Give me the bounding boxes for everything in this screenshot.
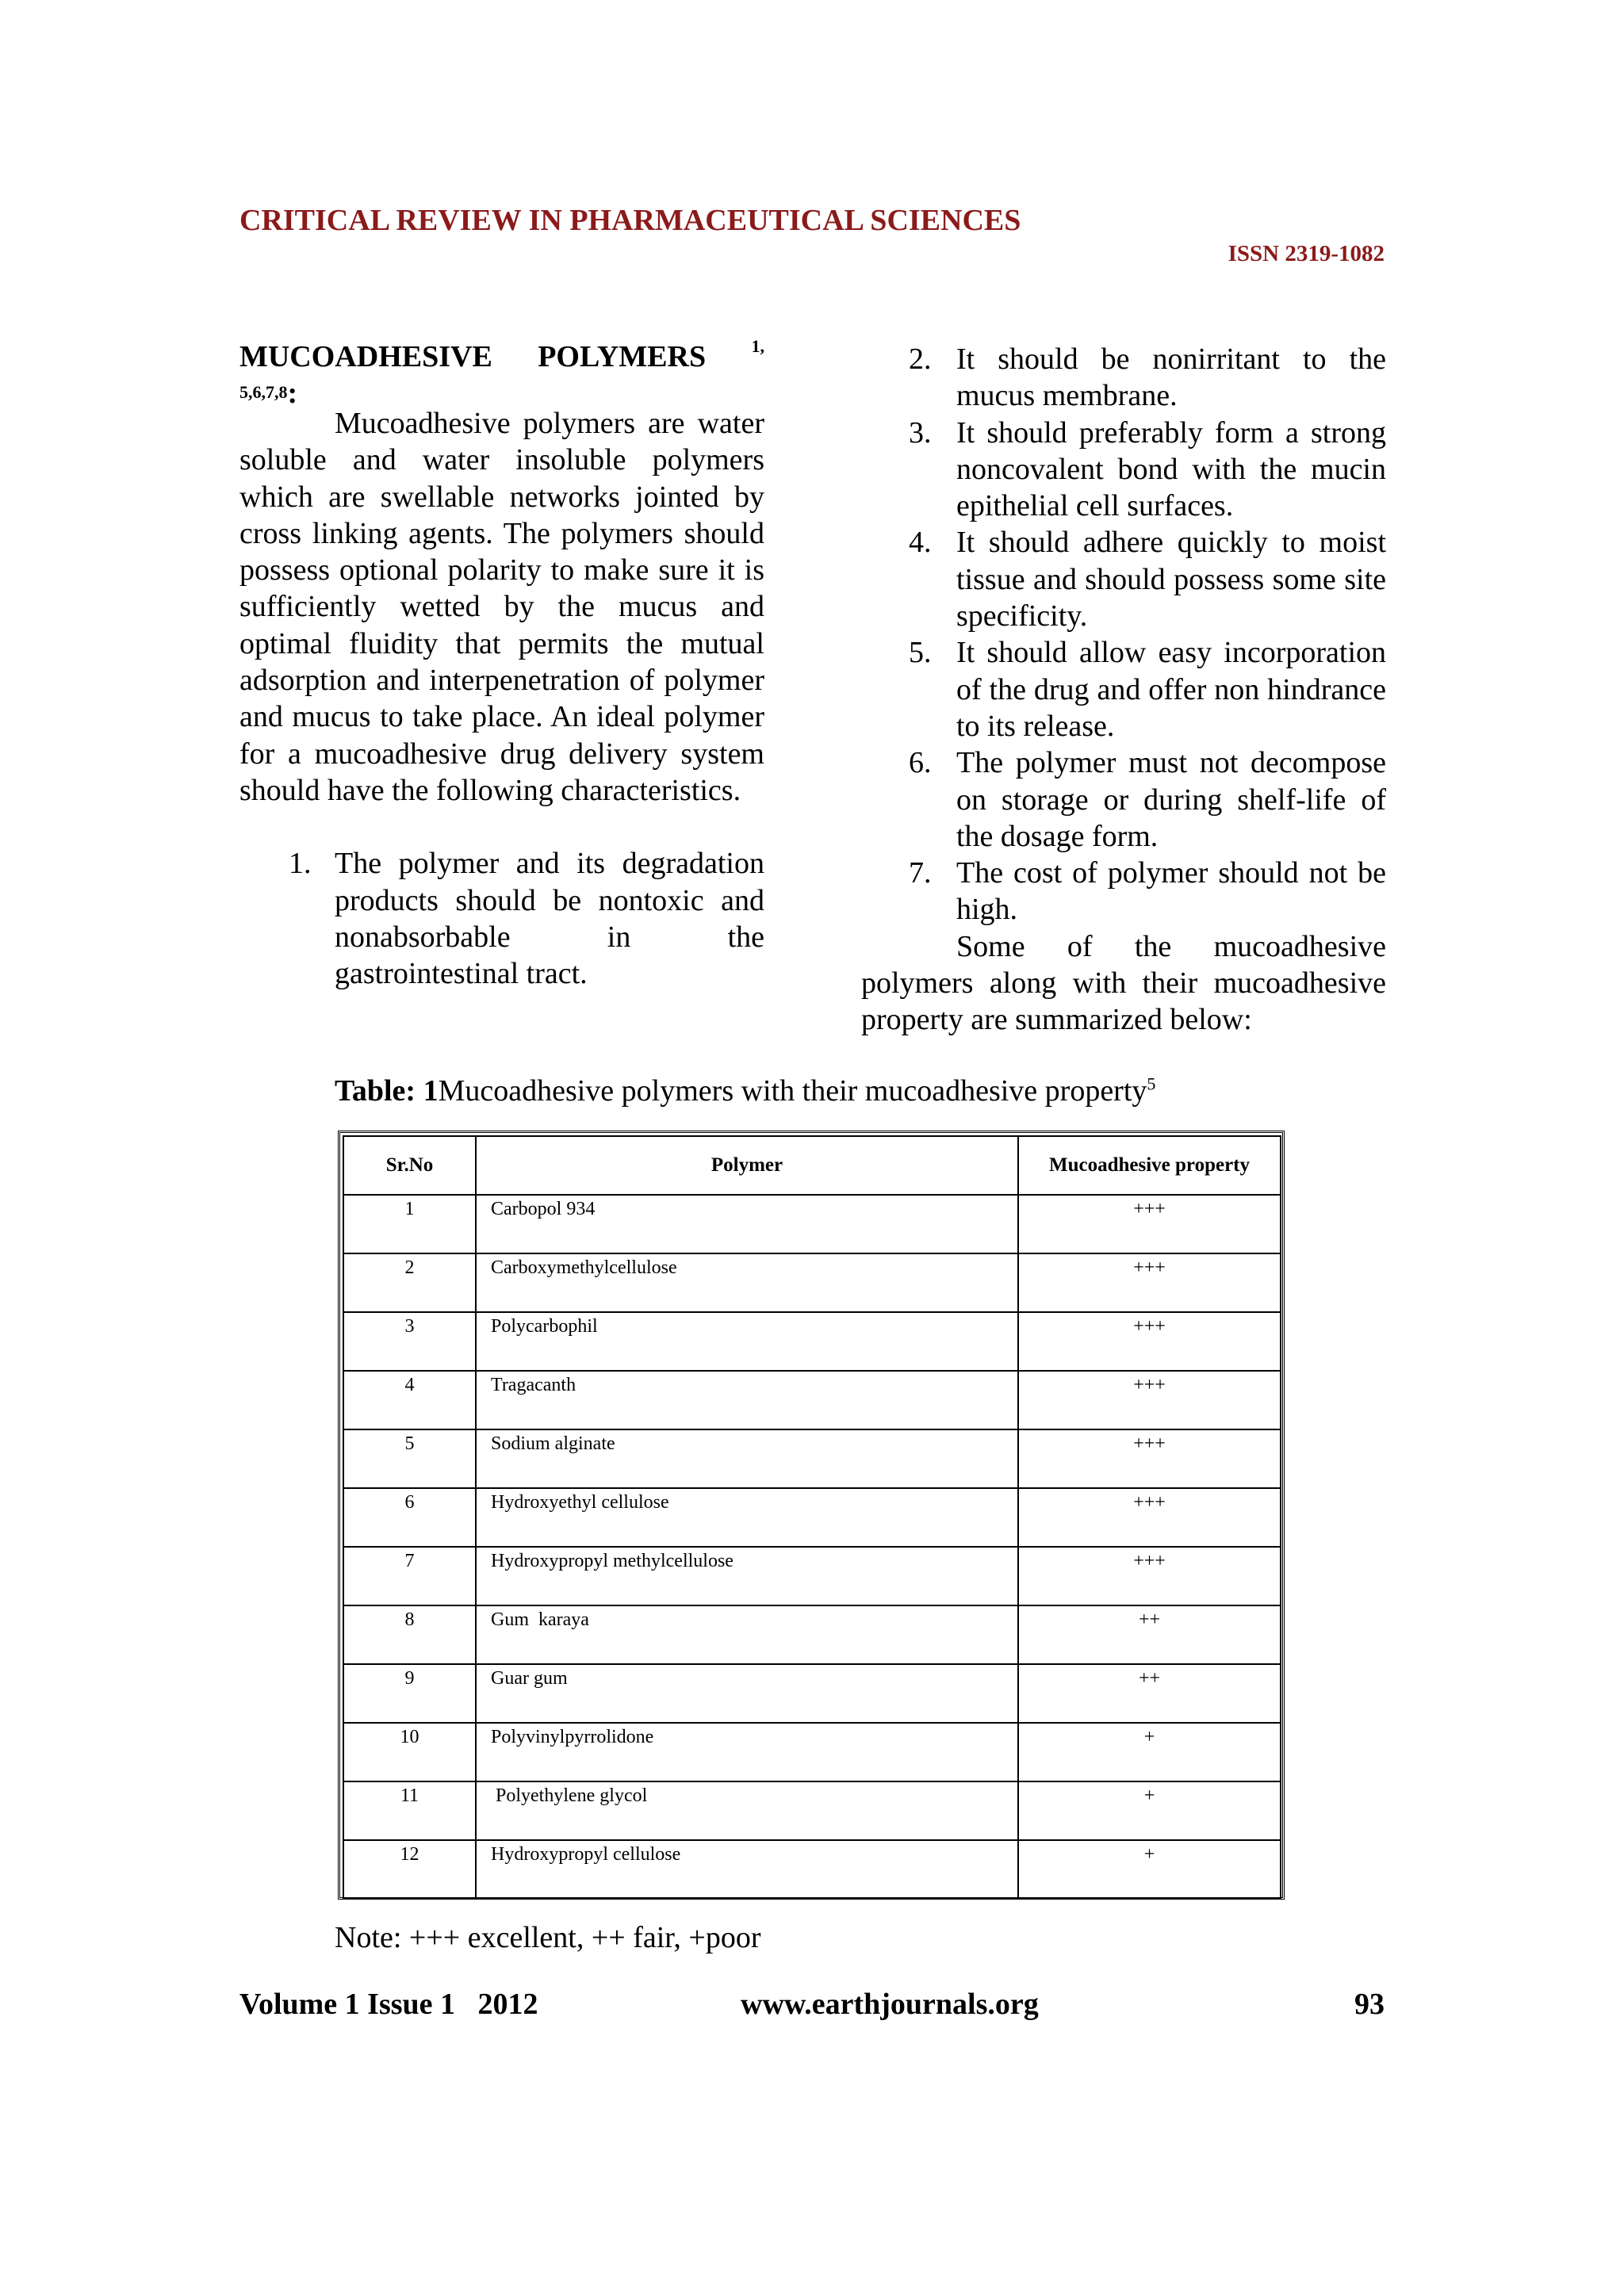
cell-polymer: Hydroxypropyl methylcellulose <box>476 1547 1018 1605</box>
list-item <box>861 744 1386 855</box>
list-item-text: The polymer and its degradation products should be nontoxic and nonabsorbable in the gastrointestinal tract. <box>335 847 764 991</box>
list-item <box>861 855 1386 928</box>
list-item-number: 5. <box>909 636 932 670</box>
intro-paragraph: Mucoadhesive polymers are water soluble and water insoluble polymers which are swellable networks jointed by cross linking agents. The polymers should possess optional polarity to make sure it is sufficiently wetted by the mucus and optimal fluidity that permits the mutual adsorption and interpenetration of polymer and mucus to take place. An ideal polymer for a mucoadhesive drug delivery system should have the following characteristics. <box>239 407 764 807</box>
list-item <box>861 634 1386 744</box>
table-caption <box>335 1073 1155 1108</box>
section-heading-refs-sub: 5,6,7,8 <box>239 382 288 402</box>
section-heading-colon: : <box>287 377 298 410</box>
section-heading <box>239 336 764 377</box>
table-row <box>343 1371 1281 1429</box>
section-heading-refs <box>239 377 764 410</box>
summary-paragraph: Some of the mucoadhesive polymers along with their mucoadhesive property are summarized below: <box>861 929 1386 1037</box>
cell-srno: 9 <box>343 1664 476 1723</box>
journal-title: CRITICAL REVIEW IN PHARMACEUTICAL SCIENCES <box>239 204 1021 237</box>
cell-property: ++ <box>1018 1605 1281 1664</box>
list-item <box>861 524 1386 634</box>
cell-srno: 8 <box>343 1605 476 1664</box>
footer-volume: Volume 1 Issue 1 2012 <box>239 1988 538 2021</box>
polymer-table <box>343 1135 1281 1900</box>
cell-polymer: Tragacanth <box>476 1371 1018 1429</box>
table-row <box>343 1429 1281 1488</box>
list-item-number: 4. <box>909 526 932 560</box>
cell-srno: 10 <box>343 1723 476 1781</box>
list-item-text: It should allow easy incorporation of the drug and offer non hindrance to its release. <box>956 636 1386 743</box>
col-header-property: Mucoadhesive property <box>1018 1136 1281 1195</box>
table-header-row <box>343 1136 1281 1195</box>
col-header-polymer: Polymer <box>476 1136 1018 1195</box>
list-item-number: 2. <box>909 342 932 376</box>
left-column <box>239 336 764 992</box>
cell-property: +++ <box>1018 1195 1281 1253</box>
table-row <box>343 1723 1281 1781</box>
cell-property: +++ <box>1018 1488 1281 1547</box>
cell-property: +++ <box>1018 1547 1281 1605</box>
table-row <box>343 1605 1281 1664</box>
cell-property: + <box>1018 1781 1281 1840</box>
list-item-text: The polymer must not decompose on storage or during shelf-life of the dosage form. <box>956 746 1386 853</box>
cell-property: +++ <box>1018 1429 1281 1488</box>
list-item-number: 6. <box>909 746 932 780</box>
section-heading-text: MUCOADHESIVE POLYMERS <box>239 340 707 373</box>
cell-srno: 5 <box>343 1429 476 1488</box>
cell-polymer: Sodium alginate <box>476 1429 1018 1488</box>
list-item <box>239 845 764 992</box>
cell-polymer: Guar gum <box>476 1664 1018 1723</box>
page-number: 93 <box>1354 1988 1385 2021</box>
cell-polymer: Hydroxypropyl cellulose <box>476 1840 1018 1899</box>
table-note: Note: +++ excellent, ++ fair, +poor <box>335 1921 761 1954</box>
cell-srno: 4 <box>343 1371 476 1429</box>
table-row <box>343 1312 1281 1371</box>
cell-srno: 12 <box>343 1840 476 1899</box>
table-row <box>343 1488 1281 1547</box>
table-caption-label: Table: 1 <box>335 1074 439 1108</box>
table-row <box>343 1781 1281 1840</box>
cell-polymer: Carbopol 934 <box>476 1195 1018 1253</box>
cell-srno: 3 <box>343 1312 476 1371</box>
issn: ISSN 2319-1082 <box>1228 241 1385 266</box>
cell-srno: 11 <box>343 1781 476 1840</box>
col-header-srno: Sr.No <box>343 1136 476 1195</box>
list-item-number: 3. <box>909 415 932 450</box>
table-row <box>343 1840 1281 1899</box>
section-heading-refs-sup: 1, <box>751 336 764 356</box>
table-caption-ref: 5 <box>1147 1073 1156 1094</box>
cell-property: +++ <box>1018 1253 1281 1312</box>
right-column <box>861 341 1386 1039</box>
list-item-number: 1. <box>289 847 312 881</box>
cell-property: +++ <box>1018 1312 1281 1371</box>
list-item-text: It should adhere quickly to moist tissue and should possess some site specificity. <box>956 526 1386 633</box>
cell-polymer: Polyethylene glycol <box>476 1781 1018 1840</box>
cell-property: + <box>1018 1723 1281 1781</box>
cell-polymer: Carboxymethylcellulose <box>476 1253 1018 1312</box>
cell-polymer: Hydroxyethyl cellulose <box>476 1488 1018 1547</box>
table-row <box>343 1253 1281 1312</box>
list-item-number: 7. <box>909 856 932 890</box>
list-item-text: It should preferably form a strong noncovalent bond with the mucin epithelial cell surfaces. <box>956 415 1386 523</box>
cell-srno: 6 <box>343 1488 476 1547</box>
cell-polymer: Polycarbophil <box>476 1312 1018 1371</box>
table-row <box>343 1195 1281 1253</box>
list-item-text: It should be nonirritant to the mucus membrane. <box>956 342 1386 413</box>
list-item <box>861 341 1386 415</box>
cell-property: +++ <box>1018 1371 1281 1429</box>
table-row <box>343 1547 1281 1605</box>
cell-property: + <box>1018 1840 1281 1899</box>
cell-polymer: Gum karaya <box>476 1605 1018 1664</box>
cell-property: ++ <box>1018 1664 1281 1723</box>
cell-srno: 1 <box>343 1195 476 1253</box>
characteristics-list-left <box>239 845 764 992</box>
table-caption-text: Mucoadhesive polymers with their mucoadhesive property <box>438 1074 1147 1108</box>
characteristics-list-right <box>861 341 1386 928</box>
polymer-table-frame <box>338 1131 1285 1900</box>
cell-srno: 2 <box>343 1253 476 1312</box>
list-item <box>861 415 1386 525</box>
cell-polymer: Polyvinylpyrrolidone <box>476 1723 1018 1781</box>
cell-srno: 7 <box>343 1547 476 1605</box>
table-row <box>343 1664 1281 1723</box>
list-item-text: The cost of polymer should not be high. <box>956 856 1386 927</box>
footer-url: www.earthjournals.org <box>741 1988 1039 2021</box>
